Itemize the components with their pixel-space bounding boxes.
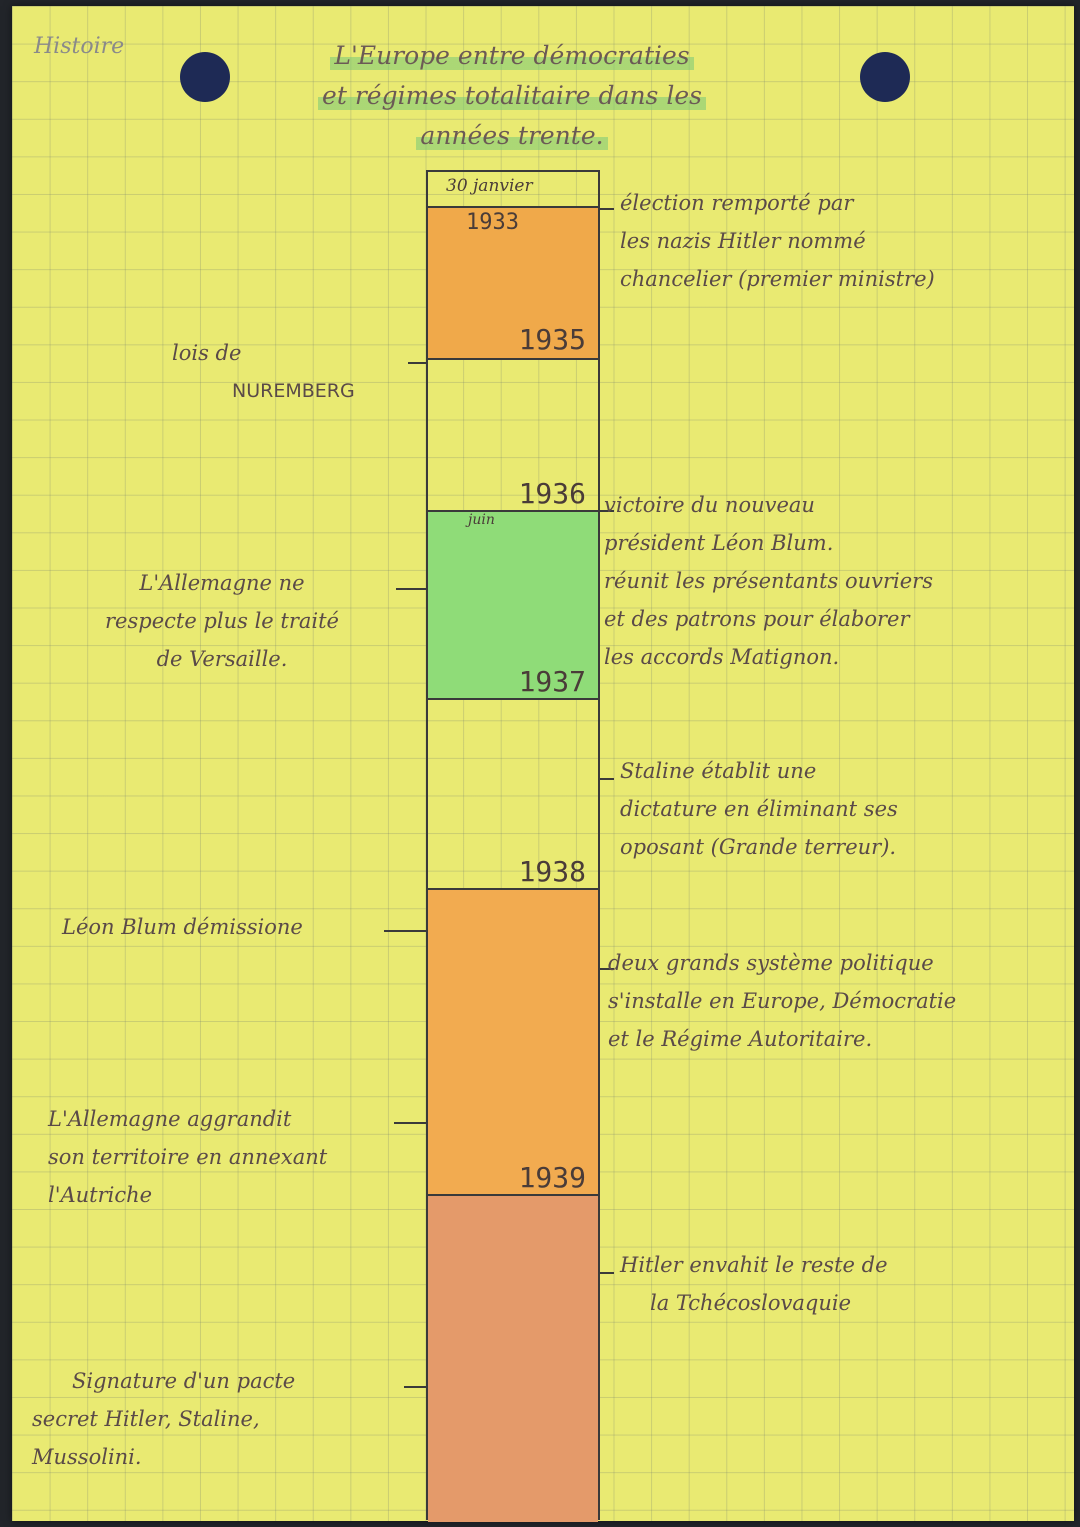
- tick-left-3: [384, 930, 426, 932]
- event-right-2-line: président Léon Blum.: [604, 531, 834, 555]
- timeline-top-box: [428, 170, 598, 208]
- event-left-5-line: Mussolini.: [32, 1445, 142, 1469]
- segment-after-1939: [428, 1194, 598, 1522]
- year-1936: 1936: [518, 477, 586, 510]
- year-1939: 1939: [518, 1161, 586, 1194]
- title-line-2: et régimes totalitaire dans les: [318, 81, 706, 110]
- timeline-column: [426, 170, 600, 1520]
- notebook-page: [12, 6, 1074, 1521]
- event-right-4: [608, 944, 956, 1058]
- year-1933: 1933: [466, 210, 519, 235]
- event-right-3: [620, 752, 898, 866]
- event-right-4-line: et le Régime Autoritaire.: [608, 1027, 873, 1051]
- month-juin: juin: [468, 512, 495, 528]
- event-left-2: [52, 564, 392, 678]
- event-left-5-line: secret Hitler, Staline,: [32, 1407, 260, 1431]
- event-left-4-line: l'Autriche: [48, 1183, 153, 1207]
- event-right-1-line: les nazis Hitler nommé: [620, 229, 866, 253]
- event-right-3-line: Staline établit une: [620, 759, 817, 783]
- event-right-3-line: dictature en éliminant ses: [620, 797, 898, 821]
- event-right-2-line: les accords Matignon.: [604, 645, 840, 669]
- event-right-2-line: et des patrons pour élaborer: [604, 607, 910, 631]
- event-left-3: [62, 908, 303, 946]
- segment-1937-1938: [428, 698, 598, 890]
- event-right-2-line: réunit les présentants ouvriers: [604, 569, 933, 593]
- event-right-1-line: élection remporté par: [620, 191, 854, 215]
- tick-left-4: [394, 1122, 426, 1124]
- event-left-3-line: Léon Blum démissione: [62, 915, 303, 939]
- event-right-5: [620, 1246, 888, 1322]
- event-left-5-line: Signature d'un pacte: [72, 1369, 296, 1393]
- event-left-4-line: L'Allemagne aggrandit: [48, 1107, 292, 1131]
- year-1935: 1935: [518, 323, 586, 356]
- event-right-1: [620, 184, 935, 298]
- event-left-2-line: de Versaille.: [156, 647, 288, 671]
- event-left-5: [32, 1362, 295, 1476]
- event-right-4-line: deux grands système politique: [608, 951, 934, 975]
- event-left-2-line: respecte plus le traité: [105, 609, 339, 633]
- event-right-3-line: oposant (Grande terreur).: [620, 835, 897, 859]
- tick-left-1: [408, 362, 426, 364]
- event-right-4-line: s'installe en Europe, Démocratie: [608, 989, 957, 1013]
- tick-left-2: [396, 588, 426, 590]
- event-right-5-line: Hitler envahit le reste de: [620, 1253, 888, 1277]
- event-left-1-line: lois de: [172, 341, 242, 365]
- tick-left-5: [404, 1386, 426, 1388]
- event-left-4-line: son territoire en annexant: [48, 1145, 328, 1169]
- tick-right-1: [598, 208, 614, 210]
- page-title: [232, 36, 792, 156]
- event-left-2-line: L'Allemagne ne: [139, 571, 305, 595]
- subject-label: Histoire: [34, 34, 125, 59]
- event-right-5-line: la Tchécoslovaquie: [650, 1291, 852, 1315]
- event-left-1: [172, 334, 355, 410]
- title-line-1: L'Europe entre démocraties: [330, 41, 693, 70]
- top-date-label: 30 janvier: [446, 176, 533, 196]
- segment-1935-1936: [428, 358, 598, 512]
- tick-right-3: [598, 778, 614, 780]
- tick-right-5: [598, 1272, 614, 1274]
- segment-1933-1935: [428, 206, 598, 360]
- year-1938: 1938: [518, 855, 586, 888]
- segment-1936-1937: [428, 510, 598, 700]
- event-right-2: [604, 486, 933, 676]
- segment-1938-1939: [428, 888, 598, 1196]
- punch-hole-right: [860, 52, 910, 102]
- event-left-1-line: NUREMBERG: [232, 380, 355, 402]
- year-1937: 1937: [518, 665, 586, 698]
- event-left-4: [48, 1100, 327, 1214]
- event-right-1-line: chancelier (premier ministre): [620, 267, 935, 291]
- title-line-3: années trente.: [416, 121, 607, 150]
- event-right-2-line: victoire du nouveau: [604, 493, 815, 517]
- punch-hole-left: [180, 52, 230, 102]
